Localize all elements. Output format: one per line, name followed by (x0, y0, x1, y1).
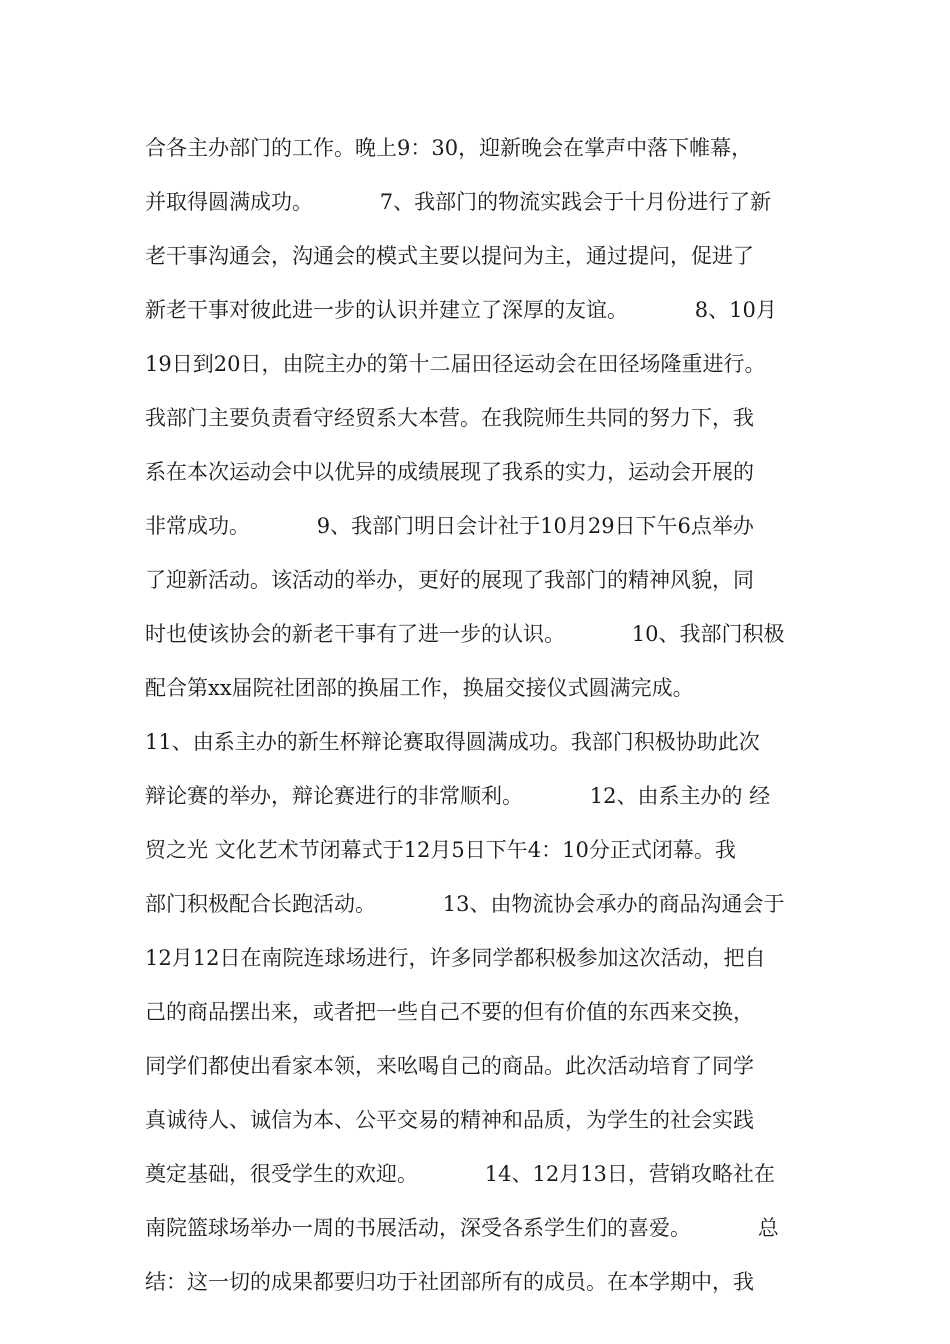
text-line-4: 新老干事对彼此进一步的认识并建立了深厚的友谊。 8、10月 (145, 298, 777, 322)
text-line-14: 贸之光 文化艺术节闭幕式于12月5日下午4：10分正式闭幕。我 (145, 838, 736, 862)
text-line-1: 合各主办部门的工作。晚上9：30，迎新晚会在掌声中落下帷幕， (145, 136, 753, 160)
text-line-9: 了迎新活动。该活动的举办，更好的展现了我部门的精神风貌，同 (145, 568, 754, 592)
text-line-3: 老干事沟通会，沟通会的模式主要以提问为主，通过提问，促进了 (145, 244, 754, 268)
text-line-12: 11、由系主办的新生杯辩论赛取得圆满成功。我部门积极协助此次 (145, 730, 760, 754)
text-line-15: 部门积极配合长跑活动。 13、由物流协会承办的商品沟通会于 (145, 892, 785, 916)
text-line-11: 配合第xx届院社团部的换届工作，换届交接仪式圆满完成。 (145, 676, 694, 700)
text-line-16: 12月12日在南院连球场进行，许多同学都积极参加这次活动，把自 (145, 946, 766, 970)
text-line-20: 奠定基础，很受学生的欢迎。 14、12月13日，营销攻略社在 (145, 1162, 775, 1186)
text-line-2: 并取得圆满成功。 7、我部门的物流实践会于十月份进行了新 (145, 190, 772, 214)
text-line-19: 真诚待人、诚信为本、公平交易的精神和品质，为学生的社会实践 (145, 1108, 754, 1132)
text-line-10: 时也使该协会的新老干事有了进一步的认识。 10、我部门积极 (145, 622, 785, 646)
text-line-17: 己的商品摆出来，或者把一些自己不要的但有价值的东西来交换， (145, 1000, 754, 1024)
text-line-6: 我部门主要负责看守经贸系大本营。在我院师生共同的努力下，我 (145, 406, 754, 430)
text-line-8: 非常成功。 9、我部门明日会计社于10月29日下午6点举办 (145, 514, 754, 538)
text-line-5: 19日到20日，由院主办的第十二届田径运动会在田径场隆重进行。 (145, 352, 766, 376)
text-line-21: 南院篮球场举办一周的书展活动，深受各系学生们的喜爱。 总 (145, 1216, 779, 1240)
text-line-13: 辩论赛的举办，辩论赛进行的非常顺利。 12、由系主办的 经 (145, 784, 771, 808)
body-text (145, 130, 810, 1318)
text-line-22: 结：这一切的成果都要归功于社团部所有的成员。在本学期中，我 (145, 1270, 754, 1294)
text-line-7: 系在本次运动会中以优异的成绩展现了我系的实力，运动会开展的 (145, 460, 754, 484)
text-line-18: 同学们都使出看家本领，来吆喝自己的商品。此次活动培育了同学 (145, 1054, 754, 1078)
